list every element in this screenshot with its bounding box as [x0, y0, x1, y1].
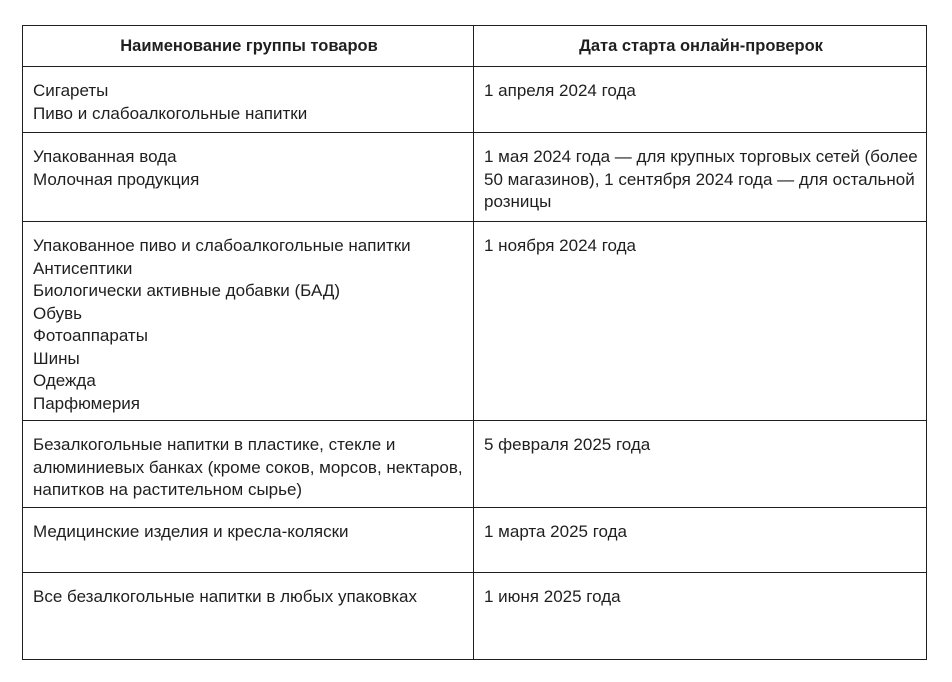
table-row: [23, 67, 927, 133]
product-group-item: Фотоаппараты: [33, 326, 148, 345]
product-group-cell: [23, 508, 474, 573]
product-group-cell: [23, 573, 474, 660]
table-row: [23, 508, 927, 573]
product-group-cell: [23, 421, 474, 508]
product-group-cell: [23, 133, 474, 222]
product-group-cell: [23, 67, 474, 133]
start-date-text: 5 февраля 2025 года: [484, 435, 651, 454]
product-group-cell: [23, 222, 474, 421]
start-date-text: 1 ноября 2024 года: [484, 236, 636, 255]
table-row: [23, 222, 927, 421]
start-date-cell: [474, 508, 927, 573]
online-checks-schedule-table: [22, 25, 927, 660]
start-date-cell: [474, 573, 927, 660]
product-group-item: Антисептики: [33, 258, 133, 278]
product-group-item: Безалкогольные напитки в пластике, стекле и алюминиевых банках (кроме соков, морсов, нектаров, напитков на растительном сырье): [33, 435, 463, 499]
product-group-item: Шины: [33, 348, 80, 368]
product-group-item: Обувь: [33, 303, 82, 323]
table-row: [23, 421, 927, 508]
product-group-item: Биологически активные добавки (БАД): [33, 281, 341, 300]
table-header-row: [23, 26, 927, 67]
start-date-cell: [474, 222, 927, 421]
start-date-cell: [474, 67, 927, 133]
product-group-item: Упакованное пиво и слабоалкогольные напитки: [33, 236, 411, 255]
start-date-text: 1 июня 2025 года: [484, 587, 621, 606]
product-group-item: Все безалкогольные напитки в любых упаковках: [33, 587, 417, 606]
start-date-cell: [474, 133, 927, 222]
start-date-text: 1 апреля 2024 года: [484, 81, 636, 100]
start-date-cell: [474, 421, 927, 508]
product-group-item: Медицинские изделия и кресла-коляски: [33, 522, 349, 541]
table-row: [23, 573, 927, 660]
start-date-text: 1 марта 2025 года: [484, 522, 627, 541]
table-row: [23, 133, 927, 222]
start-date-text: 1 мая 2024 года — для крупных торговых сетей (более 50 магазинов), 1 сентября 2024 года — для остальной розницы: [484, 147, 918, 211]
product-group-item: Упакованная вода: [33, 147, 177, 166]
product-group-item: Одежда: [33, 371, 96, 390]
header-start-date: Дата старта онлайн-проверок: [474, 26, 927, 67]
product-group-item: Пиво и слабоалкогольные напитки: [33, 103, 308, 123]
product-group-item: Молочная продукция: [33, 169, 200, 189]
header-product-group: Наименование группы товаров: [23, 26, 474, 67]
product-group-item: Сигареты: [33, 81, 109, 100]
product-group-item: Парфюмерия: [33, 393, 140, 413]
